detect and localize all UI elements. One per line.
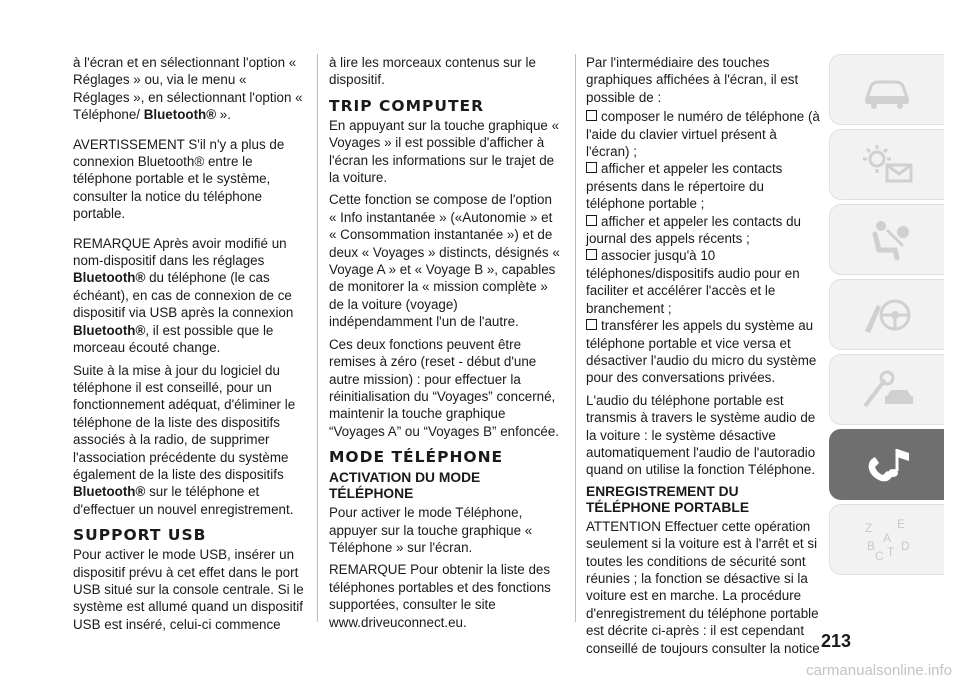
note-paragraph: REMARQUE Après avoir modifié un nom-dispositif dans les réglages Bluetooth® du téléphone (le cas échéant), en cas de connexion de ce dispositif via USB après la connexion Bluetooth®, il est possible que le morceau écouté change. bbox=[73, 235, 294, 356]
section-heading-mode-telephone: MODE TÉLÉPHONE bbox=[329, 448, 504, 467]
phone-music-icon bbox=[857, 441, 917, 489]
checkbox-bullet-icon bbox=[586, 215, 597, 226]
bullet-list bbox=[586, 108, 820, 387]
tab-multimedia[interactable] bbox=[829, 429, 944, 500]
key-steering-wheel-icon bbox=[857, 291, 917, 339]
checkbox-bullet-icon bbox=[586, 162, 597, 173]
bold-term: Bluetooth® bbox=[143, 107, 217, 123]
paragraph: Suite à la mise à jour du logiciel du téléphone il est conseillé, pour un fonctionnement adéquat, d'éliminer le téléphone de la liste des dispositifs associés à la radio, de supprimer l'association précédente du système également de la liste des dispositifs Bluetooth® sur le téléphone et d'effectuer un nouvel enregistrement. bbox=[73, 362, 296, 517]
tab-dashboard[interactable] bbox=[829, 54, 944, 125]
note-paragraph: REMARQUE Pour obtenir la liste des téléphones portables et des fonctions supportées, consulter le site www.driveuconnect.eu. bbox=[329, 562, 551, 630]
section-heading-trip-computer: TRIP COMPUTER bbox=[329, 96, 485, 115]
text-column-3 bbox=[586, 54, 820, 662]
index-letter: T bbox=[887, 544, 895, 559]
text-column-1 bbox=[73, 54, 305, 638]
section-heading-support-usb: SUPPORT USB bbox=[73, 526, 207, 545]
chapter-tabs bbox=[829, 54, 944, 579]
paragraph: Pour activer le mode Téléphone, appuyer sur la touche graphique « Téléphone » sur l'écran. bbox=[329, 505, 533, 555]
index-letter: Z bbox=[865, 520, 873, 535]
list-item: transférer les appels du système au téléphone portable et vice versa et désactiver l'audio du micro du système pour des conversations privées. bbox=[586, 318, 817, 386]
paragraph: L'audio du téléphone portable est transmis à travers le système audio de la voiture : le système désactive automatiquement l'audio de l'autoradio quand on utilise la fonction Téléphone. bbox=[586, 392, 816, 478]
index-letter: B bbox=[867, 538, 876, 553]
paragraph: Pour activer le mode USB, insérer un dispositif prévu à cet effet dans le port USB situé sur la console centrale. Si le système est allumé quand un dispositif USB est inséré, celui-ci commence bbox=[73, 547, 304, 632]
paragraph: En appuyant sur la touche graphique « Voyages » il est possible d'afficher à l'écran les informations sur le trajet de la voiture. bbox=[329, 117, 560, 186]
tab-index[interactable] bbox=[829, 504, 944, 575]
car-dashboard-icon bbox=[857, 66, 917, 114]
paragraph: à l'écran et en sélectionnant l'option « Réglages » ou, via le menu « Réglages », en sélectionnant l'option « Téléphone/ Bluetooth® ». bbox=[73, 55, 303, 123]
checkbox-bullet-icon bbox=[586, 249, 597, 260]
alphabet-index-icon bbox=[857, 516, 917, 564]
subheading-enregistrement: ENREGISTREMENT DU TÉLÉPHONE PORTABLE bbox=[586, 483, 750, 515]
seat-airbag-icon bbox=[857, 216, 917, 264]
paragraph: ATTENTION Effectuer cette opération seulement si la voiture est à l'arrêt et si toutes les conditions de sécurité sont réunies ; la fonction se désactive si la voiture est en marche. La procédure d'enregistrement du téléphone portable est décrite ci-après : il est cependant conseillé de toujours consulter la notice bbox=[586, 518, 820, 656]
index-letter: E bbox=[897, 516, 906, 531]
warning-light-envelope-icon bbox=[857, 141, 917, 189]
list-item: composer le numéro de téléphone (à l'aide du clavier virtuel présent à l'écran) ; bbox=[586, 109, 820, 160]
tab-warning-lights[interactable] bbox=[829, 129, 944, 200]
paragraph: Par l'intermédiaire des touches graphiques affichées à l'écran, il est possible de : bbox=[586, 55, 799, 105]
index-letter: C bbox=[875, 548, 884, 563]
watermark: carmanualsonline.info bbox=[806, 662, 952, 679]
column-divider bbox=[575, 54, 576, 622]
tab-emergency[interactable] bbox=[829, 354, 944, 425]
paragraph: Cette fonction se compose de l'option « Info instantanée » («Autonomie » et « Consommation instantanée ») et de deux « Voyages » distincts, désignés « Voyage A » et « Voyage B », capables de monitorer la « mission complète » de la voiture (voyage) indépendamment l'un de l'autre. bbox=[329, 192, 560, 330]
page-number: 213 bbox=[821, 631, 852, 651]
tab-safety[interactable] bbox=[829, 204, 944, 275]
list-item: associer jusqu'à 10 téléphones/dispositifs audio pour en faciliter et accélérer l'accès et le branchement ; bbox=[586, 248, 800, 316]
index-letter: D bbox=[901, 538, 910, 553]
warning-paragraph: AVERTISSEMENT S'il n'y a plus de connexion Bluetooth® entre le téléphone portable et le système, consulter la notice du téléphone portable. bbox=[73, 136, 285, 222]
checkbox-bullet-icon bbox=[586, 110, 597, 121]
tools-car-icon bbox=[857, 366, 917, 414]
paragraph: Ces deux fonctions peuvent être remises à zéro (reset - début d'une autre mission) : pour effectuer la réinitialisation du “Voyages” concerné, maintenir la touche graphique “Voyages A” ou “Voyages B” enfoncée. bbox=[329, 336, 560, 439]
subheading-activation: ACTIVATION DU MODE TÉLÉPHONE bbox=[329, 470, 481, 502]
column-divider bbox=[317, 54, 318, 622]
list-item: afficher et appeler les contacts du journal des appels récents ; bbox=[586, 213, 801, 247]
tab-starting-driving[interactable] bbox=[829, 279, 944, 350]
paragraph: à lire les morceaux contenus sur le dispositif. bbox=[329, 55, 536, 88]
checkbox-bullet-icon bbox=[586, 319, 597, 330]
list-item: afficher et appeler les contacts présents dans le répertoire du téléphone portable ; bbox=[586, 161, 783, 212]
index-letter: A bbox=[883, 530, 892, 545]
text-column-2 bbox=[329, 54, 563, 636]
